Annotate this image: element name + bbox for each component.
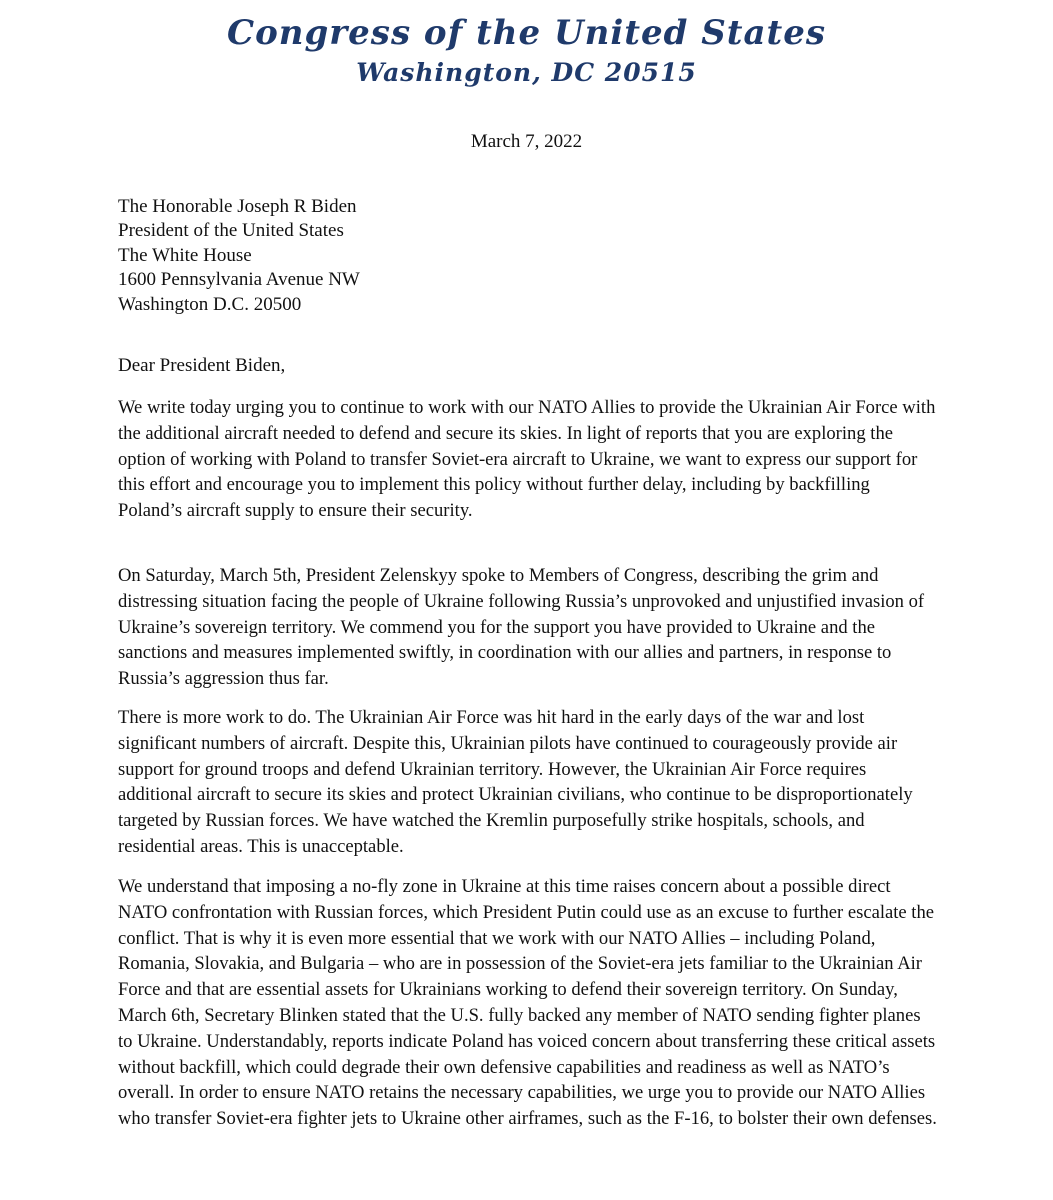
body-paragraph-3: There is more work to do. The Ukrainian Air Force was hit hard in the early days of the war and lost significant numbers of aircraft. Despite this, Ukrainian pilots have continued to courageously provide air support for ground troops and defend Ukrainian territory. However, the Ukrainian Air Force requires additional aircraft to secure its skies and protect Ukrainian civilians, who continue to be disproportionately targeted by Russian forces. We have watched the Kremlin purposefully strike hospitals, schools, and residential areas. This is unacceptable. <box>118 707 913 857</box>
recipient-name: The Honorable Joseph R Biden <box>118 196 357 217</box>
letter-date: March 7, 2022 <box>470 131 583 152</box>
letterhead-subtitle: Washington, DC 20515 <box>356 58 697 87</box>
body-paragraph-1: We write today urging you to continue to work with our NATO Allies to provide the Ukrainian Air Force with the additional aircraft needed to defend and secure its skies. In light of reports that you are exploring the option of working with Poland to transfer Soviet-era aircraft to Ukraine, we want to express our support for this effort and encourage you to implement this policy without further delay, including by backfilling Poland’s aircraft supply to ensure their security. <box>118 397 936 522</box>
recipient-address <box>118 195 360 317</box>
letterhead-title: Congress of the United States <box>227 13 826 53</box>
body-paragraph-4: We understand that imposing a no-fly zone in Ukraine at this time raises concern about a possible direct NATO confrontation with Russian forces, which President Putin could use as an excuse to further escalate the conflict. That is why it is even more essential that we work with our NATO Allies – including Poland, Romania, Slovakia, and Bulgaria – who are in possession of the Soviet-era jets familiar to the Ukrainian Air Force and that are essential assets for Ukrainians working to defend their sovereign territory. On Sunday, March 6th, Secretary Blinken stated that the U.S. fully backed any member of NATO sending fighter planes to Ukraine. Understandably, reports indicate Poland has voiced concern about transferring these critical assets without backfill, which could degrade their own defensive capabilities and readiness as well as NATO’s overall. In order to ensure NATO retains the necessary capabilities, we urge you to provide our NATO Allies who transfer Soviet-era fighter jets to Ukraine other airframes, such as the F-16, to bolster their own defenses. <box>118 876 937 1130</box>
recipient-street: 1600 Pennsylvania Avenue NW <box>118 269 360 291</box>
body-paragraph-2: On Saturday, March 5th, President Zelenskyy spoke to Members of Congress, describing the grim and distressing situation facing the people of Ukraine following Russia’s unprovoked and unjustified invasion of Ukraine’s sovereign territory. We commend you for the support you have provided to Ukraine and the sanctions and measures implemented swiftly, in coordination with our allies and partners, in response to Russia’s aggression thus far. <box>118 565 925 690</box>
recipient-city: Washington D.C. 20500 <box>118 293 302 315</box>
letterhead <box>0 10 1053 90</box>
salutation: Dear President Biden, <box>118 355 286 376</box>
recipient-office: The White House <box>118 244 252 266</box>
recipient-title: President of the United States <box>118 220 344 242</box>
